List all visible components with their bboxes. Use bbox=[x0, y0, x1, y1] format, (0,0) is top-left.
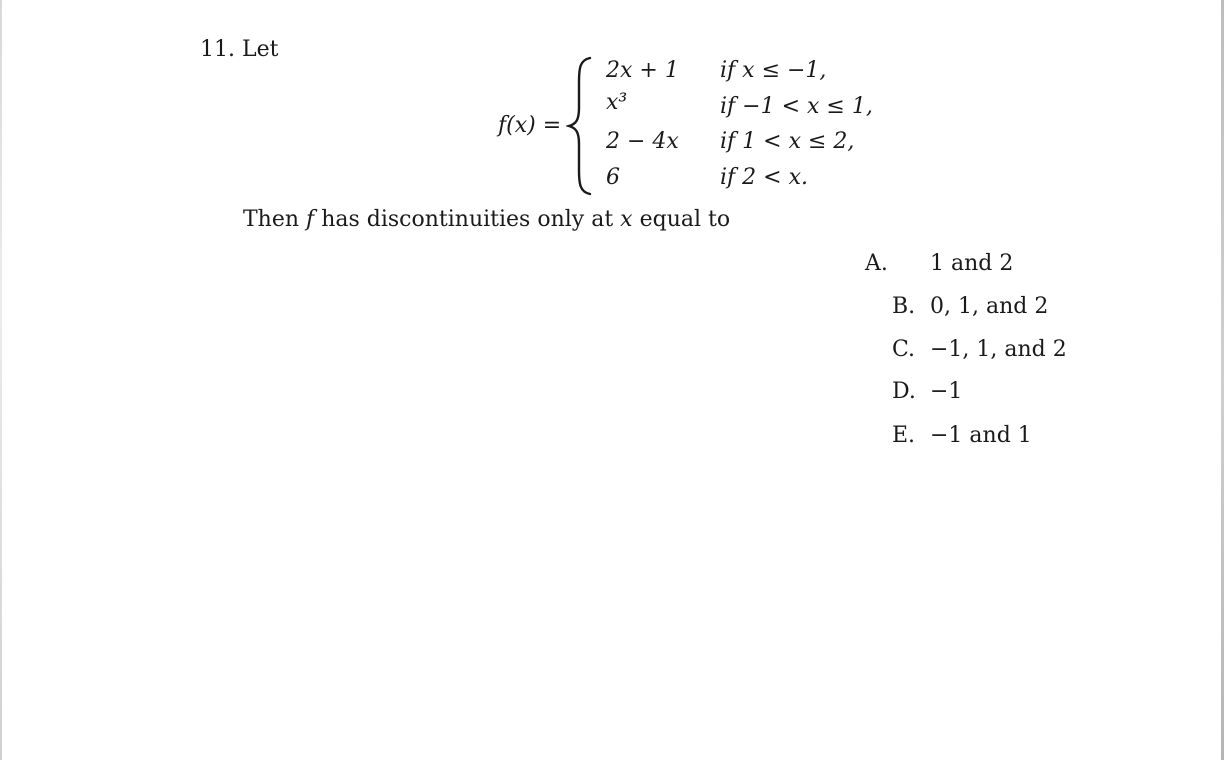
question-number: 11. bbox=[200, 37, 235, 62]
option-d-text[interactable]: −1 bbox=[930, 379, 963, 404]
case-1-expression: 2x + 1 bbox=[606, 58, 679, 83]
stem-suffix: equal to bbox=[639, 207, 731, 232]
case-1-condition: if x ≤ −1, bbox=[720, 58, 827, 83]
option-c-text[interactable]: −1, 1, and 2 bbox=[930, 337, 1067, 362]
case-2-expression: x³ bbox=[606, 90, 628, 115]
case-3-condition: if 1 < x ≤ 2, bbox=[720, 129, 855, 154]
case-4-expression: 6 bbox=[606, 165, 620, 190]
question-header bbox=[200, 37, 278, 63]
case-3-expression: 2 − 4x bbox=[606, 129, 679, 154]
option-a-text[interactable]: 1 and 2 bbox=[930, 251, 1014, 276]
option-b-text[interactable]: 0, 1, and 2 bbox=[930, 294, 1049, 319]
question-intro: Let bbox=[242, 37, 279, 62]
case-4-condition: if 2 < x. bbox=[720, 165, 808, 190]
stem-variable-f: f bbox=[306, 207, 315, 232]
option-e-letter[interactable]: E. bbox=[892, 423, 916, 448]
option-a-letter[interactable]: A. bbox=[865, 251, 888, 276]
scan-edge-left bbox=[0, 0, 2, 760]
stem-prefix: Then bbox=[243, 207, 300, 232]
question-stem bbox=[243, 207, 730, 233]
case-2-condition: if −1 < x ≤ 1, bbox=[720, 94, 873, 119]
option-d-letter[interactable]: D. bbox=[892, 379, 916, 404]
option-c-letter[interactable]: C. bbox=[892, 337, 916, 362]
stem-middle: has discontinuities only at bbox=[321, 207, 614, 232]
option-b-letter[interactable]: B. bbox=[892, 294, 916, 319]
function-lhs: f(x) = bbox=[498, 113, 562, 138]
option-e-text[interactable]: −1 and 1 bbox=[930, 423, 1032, 448]
left-brace-icon bbox=[566, 56, 596, 196]
stem-variable-x: x bbox=[620, 207, 633, 232]
